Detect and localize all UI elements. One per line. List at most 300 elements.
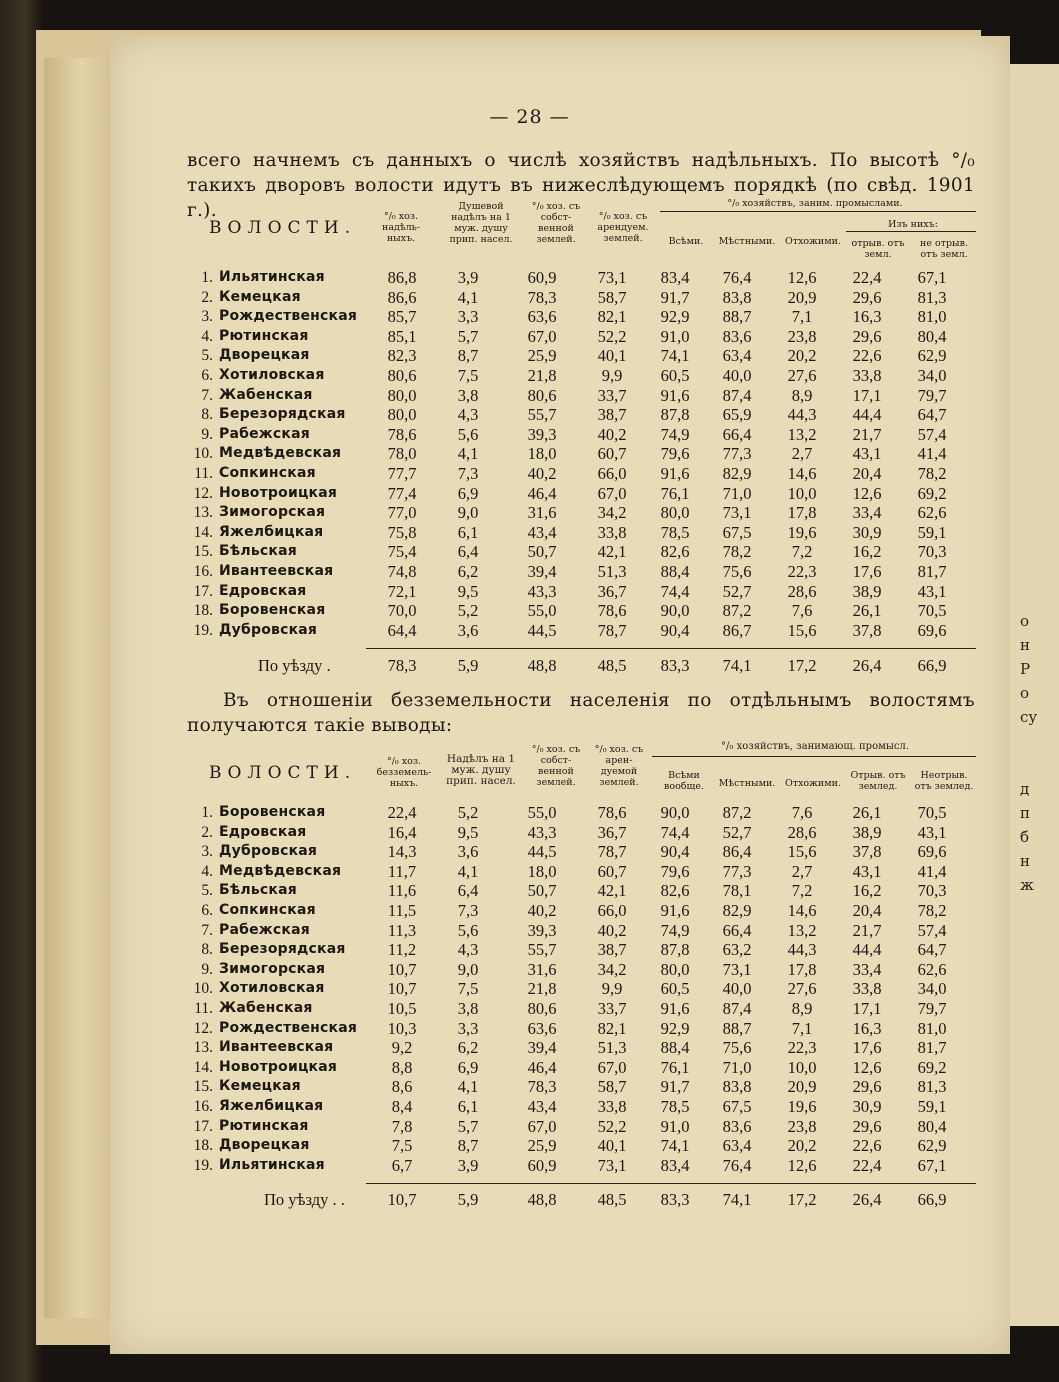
value-cell: 31,6 — [527, 959, 557, 979]
value-cell: 19,6 — [787, 522, 817, 542]
value-cell: 6,7 — [391, 1155, 413, 1175]
value-cell: 3,6 — [457, 842, 479, 862]
total-value: 17,2 — [787, 656, 817, 675]
value-cell: 4,1 — [457, 1077, 479, 1097]
value-cell: 74,1 — [660, 346, 690, 366]
value-cell: 4,1 — [457, 287, 479, 307]
table-row — [187, 921, 965, 941]
table1-header-7: Отхожими. — [785, 236, 841, 247]
value-cell: 23,8 — [787, 1116, 817, 1136]
table-row — [187, 484, 965, 504]
table-row — [187, 405, 965, 425]
value-cell: 7,2 — [791, 542, 813, 562]
table-row — [187, 881, 965, 901]
volost-name: Боровенская — [219, 602, 326, 619]
value-cell: 6,2 — [457, 561, 479, 581]
value-cell: 71,0 — [722, 483, 752, 503]
total-value: 48,8 — [527, 656, 557, 675]
next-page-fragment: о — [1020, 684, 1030, 702]
table1-header-9: не отрыв. отъ земл. — [920, 238, 968, 260]
volost-name: Рождественская — [219, 1019, 358, 1036]
volost-name: Ильятинская — [219, 269, 325, 285]
volost-name: Рютинская — [219, 327, 309, 344]
value-cell: 10,0 — [787, 1057, 817, 1077]
value-cell: 70,3 — [917, 881, 947, 901]
value-cell: 3,9 — [457, 1155, 479, 1175]
next-page-fragment: н — [1020, 636, 1030, 654]
value-cell: 82,3 — [387, 346, 417, 366]
value-cell: 26,1 — [852, 803, 882, 822]
value-cell: 76,4 — [722, 268, 752, 287]
value-cell: 44,4 — [852, 940, 882, 960]
value-cell: 66,0 — [597, 900, 627, 920]
table1-group-header: °/₀ хозяйствъ, заним. промыслами. — [727, 198, 903, 209]
value-cell: 12,6 — [852, 483, 882, 503]
value-cell: 5,2 — [457, 601, 479, 621]
value-cell: 9,0 — [457, 503, 479, 523]
total-value: 26,4 — [852, 1190, 882, 1209]
value-cell: 75,6 — [722, 1038, 752, 1058]
value-cell: 83,4 — [660, 1155, 690, 1175]
value-cell: 39,4 — [527, 561, 557, 581]
value-cell: 55,0 — [527, 601, 557, 621]
value-cell: 83,6 — [722, 326, 752, 346]
value-cell: 44,4 — [852, 405, 882, 425]
value-cell: 83,8 — [722, 287, 752, 307]
value-cell: 83,4 — [660, 268, 690, 287]
value-cell: 21,7 — [852, 920, 882, 940]
value-cell: 52,2 — [597, 326, 627, 346]
value-cell: 17,8 — [787, 503, 817, 523]
volost-name: Яжелбицкая — [219, 523, 324, 540]
volost-name: Ивантеевская — [219, 1039, 334, 1056]
value-cell: 40,2 — [527, 900, 557, 920]
value-cell: 55,0 — [527, 803, 557, 822]
table-row — [187, 425, 965, 445]
value-cell: 5,6 — [457, 920, 479, 940]
table-row — [187, 307, 965, 327]
value-cell: 22,6 — [852, 1136, 882, 1156]
row-number: 6. — [201, 901, 213, 919]
value-cell: 7,5 — [391, 1136, 413, 1156]
table1-header-2: Душевой надѣлъ на 1 муж. душу прип. насел. — [449, 201, 513, 245]
value-cell: 28,6 — [787, 581, 817, 601]
value-cell: 78,6 — [387, 424, 417, 444]
value-cell: 16,3 — [852, 307, 882, 327]
value-cell: 55,7 — [527, 405, 557, 425]
row-number: 16. — [193, 562, 213, 580]
volost-name: Хотиловская — [219, 980, 325, 997]
table2-header-5: Всѣми вообще. — [664, 770, 704, 792]
value-cell: 81,3 — [917, 1077, 947, 1097]
value-cell: 62,9 — [917, 346, 947, 366]
value-cell: 78,1 — [722, 881, 752, 901]
value-cell: 73,1 — [722, 959, 752, 979]
value-cell: 40,0 — [722, 365, 752, 385]
value-cell: 9,9 — [601, 979, 623, 999]
row-number: 7. — [201, 386, 213, 404]
next-page-fragment: б — [1020, 828, 1030, 846]
value-cell: 78,5 — [660, 522, 690, 542]
table2-header-3: °/₀ хоз. съ собст- венной землей. — [531, 744, 581, 788]
value-cell: 9,5 — [457, 581, 479, 601]
value-cell: 10,5 — [387, 998, 417, 1018]
value-cell: 22,3 — [787, 561, 817, 581]
value-cell: 11,2 — [387, 940, 417, 960]
value-cell: 81,7 — [917, 561, 947, 581]
table-row — [187, 327, 965, 347]
value-cell: 76,1 — [660, 1057, 690, 1077]
table-row — [187, 862, 965, 882]
value-cell: 43,1 — [917, 581, 947, 601]
volost-name: Яжелбицкая — [219, 1097, 324, 1114]
value-cell: 82,1 — [597, 1018, 627, 1038]
row-number: 7. — [201, 921, 213, 939]
value-cell: 69,6 — [917, 620, 947, 640]
value-cell: 20,2 — [787, 1136, 817, 1156]
table-row — [187, 601, 965, 621]
value-cell: 40,1 — [597, 1136, 627, 1156]
value-cell: 8,8 — [391, 1057, 413, 1077]
value-cell: 37,8 — [852, 842, 882, 862]
intro-paragraph: всего начнемъ съ данныхъ о числѣ хозяйствъ надѣльныхъ. По высотѣ °/₀ такихъ дворовъ волости идутъ въ нижеслѣдующемъ порядкѣ (по свѣд. 1901 г.). — [187, 150, 975, 221]
value-cell: 46,4 — [527, 483, 557, 503]
value-cell: 52,7 — [722, 581, 752, 601]
value-cell: 7,2 — [791, 881, 813, 901]
value-cell: 90,0 — [660, 803, 690, 822]
row-number: 11. — [194, 464, 213, 482]
value-cell: 21,8 — [527, 979, 557, 999]
value-cell: 80,0 — [387, 385, 417, 405]
value-cell: 58,7 — [597, 1077, 627, 1097]
value-cell: 34,2 — [597, 959, 627, 979]
value-cell: 10,3 — [387, 1018, 417, 1038]
table-row — [187, 999, 965, 1019]
volost-name: Едровская — [219, 582, 307, 599]
volost-name: Зимогорская — [219, 504, 326, 521]
value-cell: 74,4 — [660, 822, 690, 842]
value-cell: 90,4 — [660, 842, 690, 862]
row-number: 16. — [193, 1097, 213, 1115]
value-cell: 21,8 — [527, 365, 557, 385]
value-cell: 62,6 — [917, 503, 947, 523]
value-cell: 74,9 — [660, 424, 690, 444]
value-cell: 8,7 — [457, 346, 479, 366]
value-cell: 77,7 — [387, 463, 417, 483]
next-page-fragment: о — [1020, 612, 1030, 630]
table-row — [187, 582, 965, 602]
value-cell: 63,2 — [722, 940, 752, 960]
value-cell: 67,0 — [597, 483, 627, 503]
value-cell: 7,3 — [457, 900, 479, 920]
value-cell: 44,5 — [527, 842, 557, 862]
value-cell: 92,9 — [660, 1018, 690, 1038]
value-cell: 29,6 — [852, 1116, 882, 1136]
value-cell: 92,9 — [660, 307, 690, 327]
value-cell: 67,1 — [917, 268, 947, 287]
value-cell: 2,7 — [791, 861, 813, 881]
total-value: 83,3 — [660, 1190, 690, 1209]
table1-total-label: По уѣзду . — [258, 656, 331, 675]
value-cell: 91,7 — [660, 287, 690, 307]
table-row — [187, 523, 965, 543]
value-cell: 80,6 — [527, 385, 557, 405]
value-cell: 88,7 — [722, 1018, 752, 1038]
volost-name: Медвѣдевская — [219, 445, 342, 462]
table-row — [187, 464, 965, 484]
value-cell: 80,0 — [660, 503, 690, 523]
value-cell: 64,4 — [387, 620, 417, 640]
volost-name: Рабежская — [219, 425, 310, 442]
value-cell: 87,2 — [722, 803, 752, 822]
value-cell: 67,5 — [722, 522, 752, 542]
table2-total-label: По уѣзду . . — [264, 1190, 345, 1209]
total-value: 74,1 — [722, 656, 752, 675]
value-cell: 70,5 — [917, 803, 947, 822]
value-cell: 34,0 — [917, 979, 947, 999]
value-cell: 73,1 — [722, 503, 752, 523]
volost-name: Рождественская — [219, 308, 358, 325]
value-cell: 33,4 — [852, 503, 882, 523]
value-cell: 69,2 — [917, 1057, 947, 1077]
value-cell: 78,0 — [387, 444, 417, 464]
value-cell: 74,1 — [660, 1136, 690, 1156]
value-cell: 70,0 — [387, 601, 417, 621]
value-cell: 7,1 — [791, 1018, 813, 1038]
table-row — [187, 979, 965, 999]
value-cell: 87,2 — [722, 601, 752, 621]
row-number: 13. — [193, 504, 213, 522]
volost-name: Березорядская — [219, 941, 346, 958]
value-cell: 36,7 — [597, 822, 627, 842]
row-number: 6. — [201, 366, 213, 384]
volost-name: Медвѣдевская — [219, 862, 342, 879]
value-cell: 3,3 — [457, 307, 479, 327]
table-row — [187, 268, 965, 288]
volost-name: Новотроицкая — [219, 1058, 338, 1075]
page-edges — [44, 58, 116, 1318]
value-cell: 8,6 — [391, 1077, 413, 1097]
middle-paragraph: Въ отношеніи безземельности населенія по отдѣльнымъ волостямъ получаются такіе выводы: — [187, 690, 975, 736]
table-row — [187, 1077, 965, 1097]
row-number: 4. — [201, 327, 213, 345]
value-cell: 50,7 — [527, 881, 557, 901]
value-cell: 81,3 — [917, 287, 947, 307]
row-number: 18. — [193, 1137, 213, 1155]
value-cell: 28,6 — [787, 822, 817, 842]
value-cell: 43,4 — [527, 522, 557, 542]
table-row — [187, 562, 965, 582]
value-cell: 88,7 — [722, 307, 752, 327]
value-cell: 6,1 — [457, 522, 479, 542]
value-cell: 20,2 — [787, 346, 817, 366]
value-cell: 6,9 — [457, 1057, 479, 1077]
value-cell: 90,4 — [660, 620, 690, 640]
value-cell: 44,3 — [787, 940, 817, 960]
value-cell: 78,3 — [527, 287, 557, 307]
value-cell: 7,5 — [457, 365, 479, 385]
value-cell: 11,7 — [387, 861, 417, 881]
value-cell: 7,5 — [457, 979, 479, 999]
next-page-fragment: н — [1020, 852, 1030, 870]
volost-name: Бѣльская — [219, 543, 297, 560]
value-cell: 88,4 — [660, 1038, 690, 1058]
value-cell: 76,4 — [722, 1155, 752, 1175]
value-cell: 7,3 — [457, 463, 479, 483]
value-cell: 3,8 — [457, 385, 479, 405]
value-cell: 43,4 — [527, 1096, 557, 1116]
value-cell: 11,3 — [387, 920, 417, 940]
value-cell: 15,6 — [787, 842, 817, 862]
table1-header-1: °/₀ хоз. надѣль- ныхъ. — [382, 211, 420, 244]
value-cell: 20,9 — [787, 287, 817, 307]
row-number: 18. — [193, 602, 213, 620]
value-cell: 7,6 — [791, 601, 813, 621]
value-cell: 66,0 — [597, 463, 627, 483]
row-number: 4. — [201, 862, 213, 880]
value-cell: 43,1 — [917, 822, 947, 842]
volost-name: Кемецкая — [219, 288, 301, 305]
row-number: 8. — [201, 406, 213, 424]
value-cell: 6,4 — [457, 881, 479, 901]
value-cell: 74,8 — [387, 561, 417, 581]
value-cell: 85,1 — [387, 326, 417, 346]
total-value: 78,3 — [387, 656, 417, 675]
value-cell: 6,1 — [457, 1096, 479, 1116]
row-number: 9. — [201, 960, 213, 978]
value-cell: 15,6 — [787, 620, 817, 640]
table2-header-8: Отрыв. отъ землед. — [850, 770, 906, 792]
value-cell: 2,7 — [791, 444, 813, 464]
value-cell: 55,7 — [527, 940, 557, 960]
value-cell: 67,0 — [527, 1116, 557, 1136]
value-cell: 9,0 — [457, 959, 479, 979]
row-number: 13. — [193, 1039, 213, 1057]
value-cell: 16,2 — [852, 542, 882, 562]
value-cell: 29,6 — [852, 326, 882, 346]
value-cell: 7,6 — [791, 803, 813, 822]
row-number: 19. — [193, 621, 213, 639]
table-row — [187, 803, 965, 823]
volost-name: Ильятинская — [219, 1156, 325, 1173]
value-cell: 78,2 — [722, 542, 752, 562]
value-cell: 18,0 — [527, 861, 557, 881]
value-cell: 41,4 — [917, 444, 947, 464]
table-row — [187, 940, 965, 960]
value-cell: 51,3 — [597, 561, 627, 581]
value-cell: 38,7 — [597, 940, 627, 960]
value-cell: 8,7 — [457, 1136, 479, 1156]
value-cell: 66,4 — [722, 424, 752, 444]
value-cell: 86,7 — [722, 620, 752, 640]
value-cell: 29,6 — [852, 1077, 882, 1097]
value-cell: 16,2 — [852, 881, 882, 901]
total-value: 74,1 — [722, 1190, 752, 1209]
value-cell: 67,5 — [722, 1096, 752, 1116]
value-cell: 17,1 — [852, 998, 882, 1018]
table2-group-header: °/₀ хозяйствъ, занимающ. промысл. — [721, 741, 909, 752]
volost-name: Жабенская — [219, 999, 313, 1016]
value-cell: 5,2 — [457, 803, 479, 822]
value-cell: 91,6 — [660, 900, 690, 920]
table-row — [187, 960, 965, 980]
value-cell: 51,3 — [597, 1038, 627, 1058]
value-cell: 3,8 — [457, 998, 479, 1018]
value-cell: 22,4 — [852, 1155, 882, 1175]
value-cell: 40,2 — [597, 920, 627, 940]
value-cell: 69,2 — [917, 483, 947, 503]
value-cell: 58,7 — [597, 287, 627, 307]
value-cell: 60,5 — [660, 979, 690, 999]
table1-total-rule — [366, 648, 976, 649]
value-cell: 8,9 — [791, 998, 813, 1018]
value-cell: 21,7 — [852, 424, 882, 444]
value-cell: 60,7 — [597, 444, 627, 464]
next-page-fragment: ж — [1020, 876, 1034, 894]
value-cell: 91,6 — [660, 463, 690, 483]
value-cell: 10,0 — [787, 483, 817, 503]
volost-name: Дубровская — [219, 843, 318, 860]
volost-name: Новотроицкая — [219, 484, 338, 501]
volost-name: Боровенская — [219, 804, 326, 820]
row-number: 10. — [193, 445, 213, 463]
value-cell: 34,0 — [917, 365, 947, 385]
value-cell: 81,0 — [917, 1018, 947, 1038]
row-number: 17. — [193, 582, 213, 600]
value-cell: 43,3 — [527, 822, 557, 842]
value-cell: 75,6 — [722, 561, 752, 581]
row-number: 12. — [193, 1019, 213, 1037]
value-cell: 9,5 — [457, 822, 479, 842]
value-cell: 77,3 — [722, 861, 752, 881]
value-cell: 85,7 — [387, 307, 417, 327]
volost-name: Бѣльская — [219, 882, 297, 899]
value-cell: 60,9 — [527, 268, 557, 287]
row-number: 2. — [201, 288, 213, 306]
value-cell: 75,8 — [387, 522, 417, 542]
value-cell: 71,0 — [722, 1057, 752, 1077]
value-cell: 17,6 — [852, 1038, 882, 1058]
value-cell: 9,9 — [601, 365, 623, 385]
value-cell: 46,4 — [527, 1057, 557, 1077]
value-cell: 65,9 — [722, 405, 752, 425]
value-cell: 18,0 — [527, 444, 557, 464]
value-cell: 69,6 — [917, 842, 947, 862]
value-cell: 7,8 — [391, 1116, 413, 1136]
value-cell: 70,3 — [917, 542, 947, 562]
volost-name: Сопкинская — [219, 901, 316, 918]
value-cell: 22,6 — [852, 346, 882, 366]
table2-header-7: Отхожими. — [785, 778, 841, 789]
value-cell: 8,4 — [391, 1096, 413, 1116]
value-cell: 20,4 — [852, 463, 882, 483]
volost-name: Кемецкая — [219, 1078, 301, 1095]
value-cell: 44,3 — [787, 405, 817, 425]
value-cell: 22,4 — [387, 803, 417, 822]
page-number: — 28 — — [489, 106, 570, 128]
value-cell: 73,1 — [597, 1155, 627, 1175]
value-cell: 80,0 — [660, 959, 690, 979]
value-cell: 4,1 — [457, 861, 479, 881]
value-cell: 38,9 — [852, 581, 882, 601]
next-page-fragment: д — [1020, 780, 1030, 798]
total-value: 48,5 — [597, 656, 627, 675]
row-number: 17. — [193, 1117, 213, 1135]
value-cell: 9,2 — [391, 1038, 413, 1058]
total-value: 26,4 — [852, 656, 882, 675]
table-row — [187, 288, 965, 308]
total-value: 17,2 — [787, 1190, 817, 1209]
